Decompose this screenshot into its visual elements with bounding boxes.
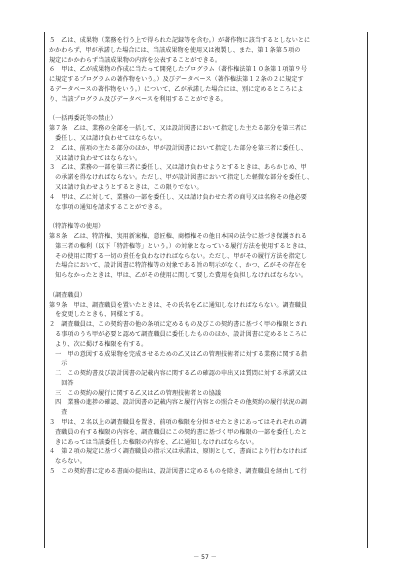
text-line: ５ この契約書に定める書面の提出は、設計図書に定めるものを除き、調査職員を経由して行 [49, 468, 307, 476]
text-line: ２ 調査職員は、この契約書の他の条項に定めるもの及びこの契約書に基づく甲の権限とされ [49, 321, 308, 329]
text-line: を変更したときも、同様とする。 [49, 311, 148, 319]
text-line: より、次に掲げる権限を有する。 [49, 340, 148, 348]
text-line: に規定するプログラムの著作物をいう。）及びデータベース（著作権法第１２条の２に規定す [49, 76, 304, 84]
text-line: ５ 乙は、成果物（業務を行う上で得られた記録等を含む。）が著作物に該当するとしないとに [49, 37, 311, 44]
text-line: り、当該プログラム及びデータベースを利用することができる。 [49, 95, 227, 103]
text-line: 示 [49, 360, 68, 368]
text-line: ３ 乙は、業務の一部を第三者に委任し、又は請け負わせようとするときは、あらかじめ、甲 [49, 164, 307, 172]
text-line: 又は請け負わせてはならない。 [49, 154, 142, 162]
text-line: ４ 甲は、乙に対して、業務の一部を委任し、又は請け負わせた者の商号又は名称その他必要 [49, 193, 307, 201]
text-line: かかわらず、甲が承諾した場合には、当該成果物を使用又は複製し、また、第１条第５項の [49, 46, 301, 54]
document-body [49, 36, 363, 477]
text-line: 二 この契約書及び設計図書の記載内容に関する乙の確認の申出又は質問に対する承諾又は [49, 370, 308, 378]
text-line: ４ 第２項の規定に基づく調査職員の指示又は承諾は、原則として、書面により行わなければ [49, 448, 307, 456]
text-line: ６ 甲は、乙が成果物の作成に当たって開発したプログラム（著作権法第１０条第１項第９号 [49, 66, 307, 74]
text-line: 一 甲の意図する成果物を完成させるための乙又は乙の管理技術者に対する業務に関する指 [49, 350, 308, 358]
text-line: る事項のうち甲が必要と認めて調査職員に委任したもののほか、設計図書に定めるところに [49, 330, 308, 338]
text-line: きにあっては当該委任した権限の内容を、乙に通知しなければならない。 [49, 438, 258, 446]
text-line: 規定にかかわらず当該成果物の内容を公表することができる。 [49, 56, 222, 64]
text-line: な事項の通知を請求することができる。 [49, 203, 166, 211]
text-line: 第三者の権利（以下「特許権等」という。）の対象となっている履行方法を使用するときは、 [49, 242, 311, 250]
text-line: ならない。 [49, 458, 86, 466]
text-line: 四 業務の進捗の確認、設計図書の記載内容と履行内容との照合その他契約の履行状況の調 [49, 399, 308, 407]
page-number: － 57 － [193, 554, 217, 561]
text-line: 第７条 乙は、業務の全部を一括して、又は設計図書において指定した主たる部分を第三者に [49, 125, 307, 133]
text-line: 又は請け負わせようとするときは、この限りでない。 [49, 183, 203, 191]
section-gap [49, 212, 363, 222]
text-line: 回答 [49, 379, 74, 387]
text-line: 三 この契約の履行に関する乙又は乙の管理技術者との協議 [49, 389, 222, 397]
text-line: その使用に関する一切の責任を負わなければならない。ただし、甲がその履行方法を指定し [49, 252, 308, 260]
text-line: 査職員の有する権限の内容を、調査職員にこの契約書に基づく甲の権限の一部を委任したと [49, 428, 308, 436]
text-line: （特許権等の使用） [49, 223, 105, 231]
text-line: た場合において、設計図書に特許権等の対象である旨の明示がなく、かつ、乙がその存在を [49, 262, 307, 270]
text-line: （調査職員） [49, 291, 86, 299]
text-line: ２ 乙は、前項の主たる部分のほか、甲が設計図書において指定した部分を第三者に委任し、 [49, 144, 308, 152]
text-line: （一括再委託等の禁止） [49, 115, 117, 123]
text-line: るデータベースの著作物をいう。）について、乙が承諾した場合には、別に定めるところによ [49, 85, 304, 93]
text-line: 第９条 甲は、調査職員を置いたときは、その氏名を乙に通知しなければならない。調査職員 [49, 301, 308, 309]
section-gap [49, 105, 363, 115]
text-line: 知らなかったときは、甲は、乙がその使用に関して要した費用を負担しなければならない。 [49, 272, 308, 280]
text-line: 査 [49, 409, 68, 417]
text-line: ３ 甲は、２名以上の調査職員を置き、前項の権限を分担させたときにあってはそれぞれの調 [49, 419, 307, 427]
section-gap [49, 281, 363, 291]
text-line: 委任し、又は請け負わせてはならない。 [49, 134, 166, 142]
text-line: 第８条 乙は、特許権、実用新案権、意匠権、商標権その他日本国の法令に基づき保護される [49, 232, 308, 240]
text-line: の承諾を得なければならない。ただし、甲が設計図書において指定した軽微な部分を委任し、 [49, 174, 314, 182]
